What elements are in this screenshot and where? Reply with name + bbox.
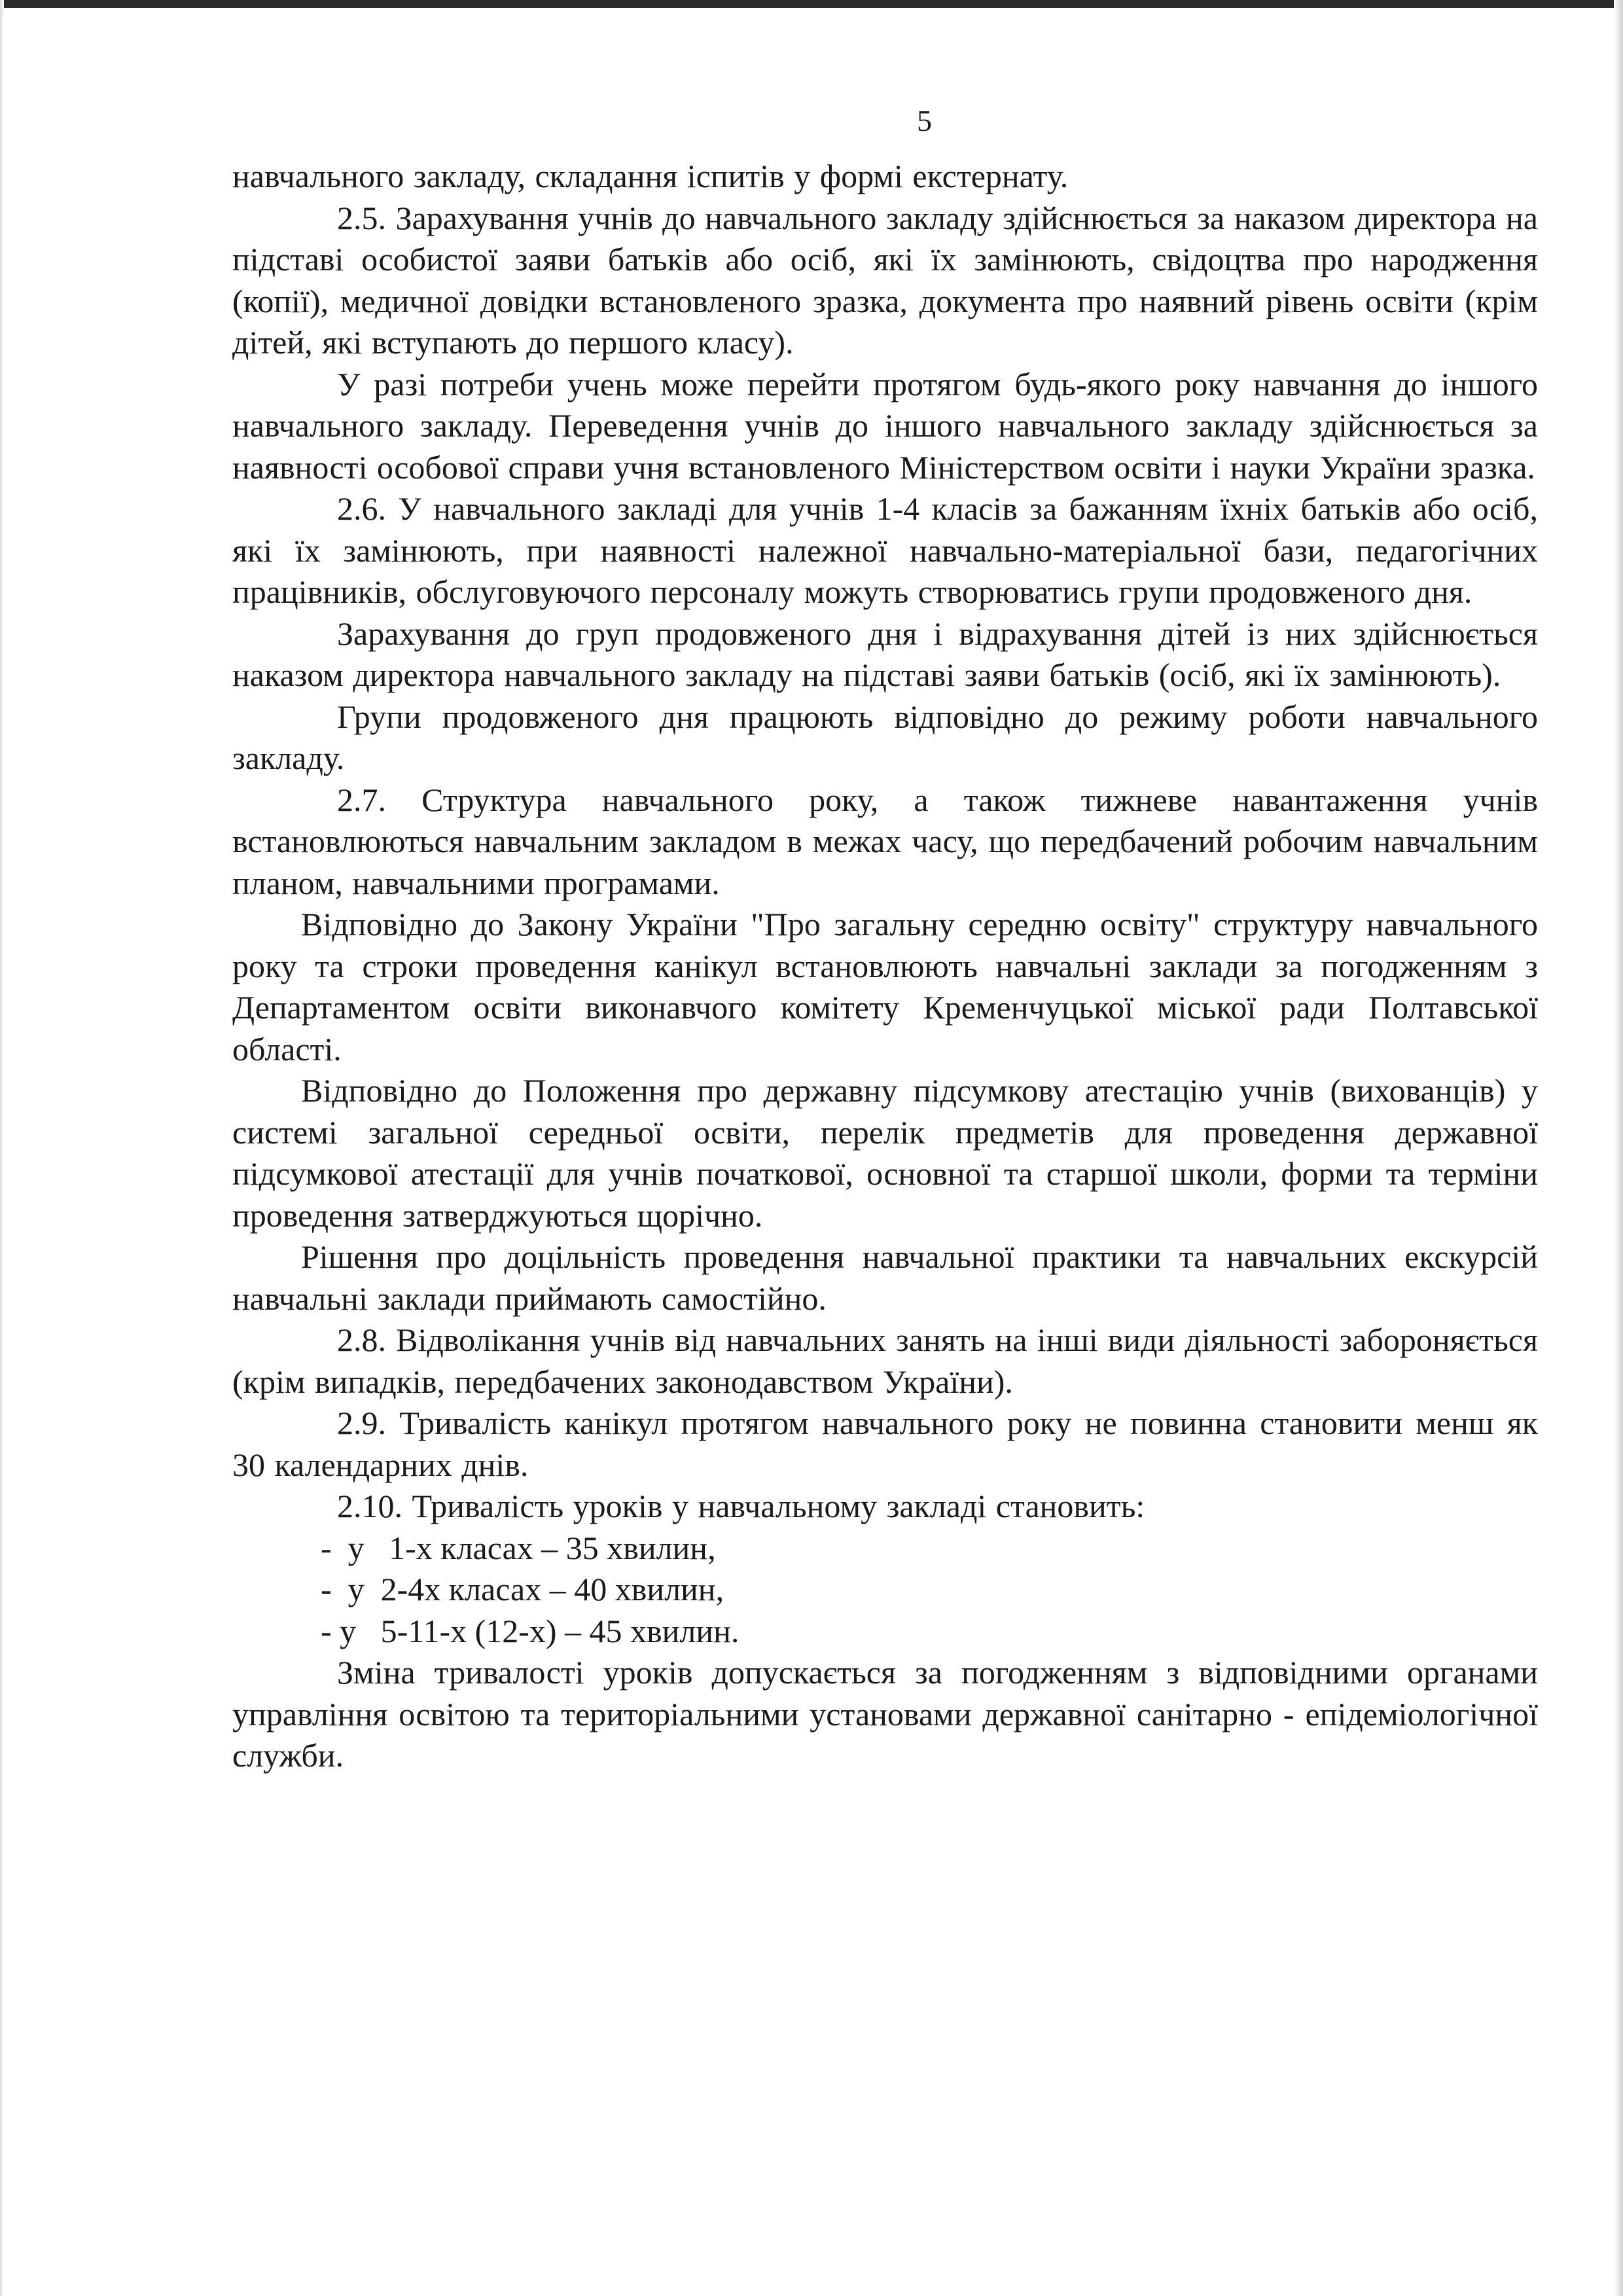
- scan-top-edge: [0, 0, 1623, 8]
- paragraph-2-9: 2.9. Тривалість канікул протягом навчального року не повинна становити менш як 30 календарних днів.: [232, 1405, 1538, 1483]
- paragraph-transfer: У разі потреби учень може перейти протягом будь-якого року навчання до іншого навчального закладу. Переведення учнів до іншого навчального закладу здійснюється за наявності особової справи учня встановленого Міністерством освіти і науки України зразка.: [232, 365, 1538, 486]
- paragraph-duration-change: Зміна тривалості уроків допускається за погодженням з відповідними органами управління освітою та територіальними установами державної санітарно - епідеміологічної служби.: [232, 1654, 1538, 1774]
- paragraph-2-8: 2.8. Відволікання учнів від навчальних занять на інші види діяльності забороняється (крім випадків, передбачених законодавством України).: [232, 1321, 1538, 1400]
- document-page: [232, 98, 1538, 1777]
- paragraph-continuation: навчального закладу, складання іспитів у формі екстернату.: [232, 158, 1069, 194]
- scan-left-shadow: [0, 0, 4, 2296]
- paragraph-2-6: 2.6. У навчального закладі для учнів 1-4 класів за бажанням їхніх батьків або осіб, які їх замінюють, при наявності належної навчально-матеріальної бази, педагогічних працівників, обслуговуючого персоналу можуть створюватись групи продовженого дня.: [232, 490, 1538, 610]
- paragraph-2-5: 2.5. Зарахування учнів до навчального закладу здійснюється за наказом директора на підставі особистої заяви батьків або осіб, які їх замінюють, свідоцтва про народження (копії), медичної довідки встановленого зразка, документа про наявний рівень освіти (крім дітей, які вступають до першого класу).: [232, 199, 1538, 361]
- paragraph-groups-schedule: Групи продовженого дня працюють відповідно до режиму роботи навчального закладу.: [232, 698, 1538, 776]
- page-number: 5: [917, 104, 932, 137]
- list-item: - у 2-4х класах – 40 хвилин,: [321, 1571, 724, 1607]
- paragraph-practice: Рішення про доцільність проведення навчальної практики та навчальних екскурсій навчальні заклади приймають самостійно.: [232, 1238, 1538, 1317]
- paragraph-2-10: 2.10. Тривалість уроків у навчальному закладі становить:: [337, 1488, 1145, 1524]
- list-item: - у 1-х класах – 35 хвилин,: [321, 1529, 716, 1566]
- lesson-duration-list: [232, 1528, 1538, 1653]
- paragraph-2-7: 2.7. Структура навчального року, а також тижневе навантаження учнів встановлюються навчальним закладом в межах часу, що передбачений робочим навчальним планом, навчальними програмами.: [232, 781, 1538, 901]
- list-item: - у 5-11-х (12-х) – 45 хвилин.: [321, 1612, 740, 1649]
- paragraph-enrollment-groups: Зарахування до груп продовженого дня і відрахування дітей із них здійснюється наказом директора навчального закладу на підставі заяви батьків (осіб, які їх замінюють).: [232, 615, 1538, 693]
- paragraph-attestation: Відповідно до Положення про державну підсумкову атестацію учнів (вихованців) у системі загальної середньої освіти, перелік предметів для проведення державної підсумкової атестації для учнів початкової, основної та старшої школи, форми та терміни проведення затверджуються щорічно.: [232, 1072, 1538, 1234]
- paragraph-law-reference: Відповідно до Закону України "Про загальну середню освіту" структуру навчального року та строки проведення канікул встановлюють навчальні заклади за погодженням з Департаментом освіти виконавчого комітету Кременчуцької міської ради Полтавської області.: [232, 906, 1538, 1067]
- scan-right-shadow: [1614, 0, 1623, 2296]
